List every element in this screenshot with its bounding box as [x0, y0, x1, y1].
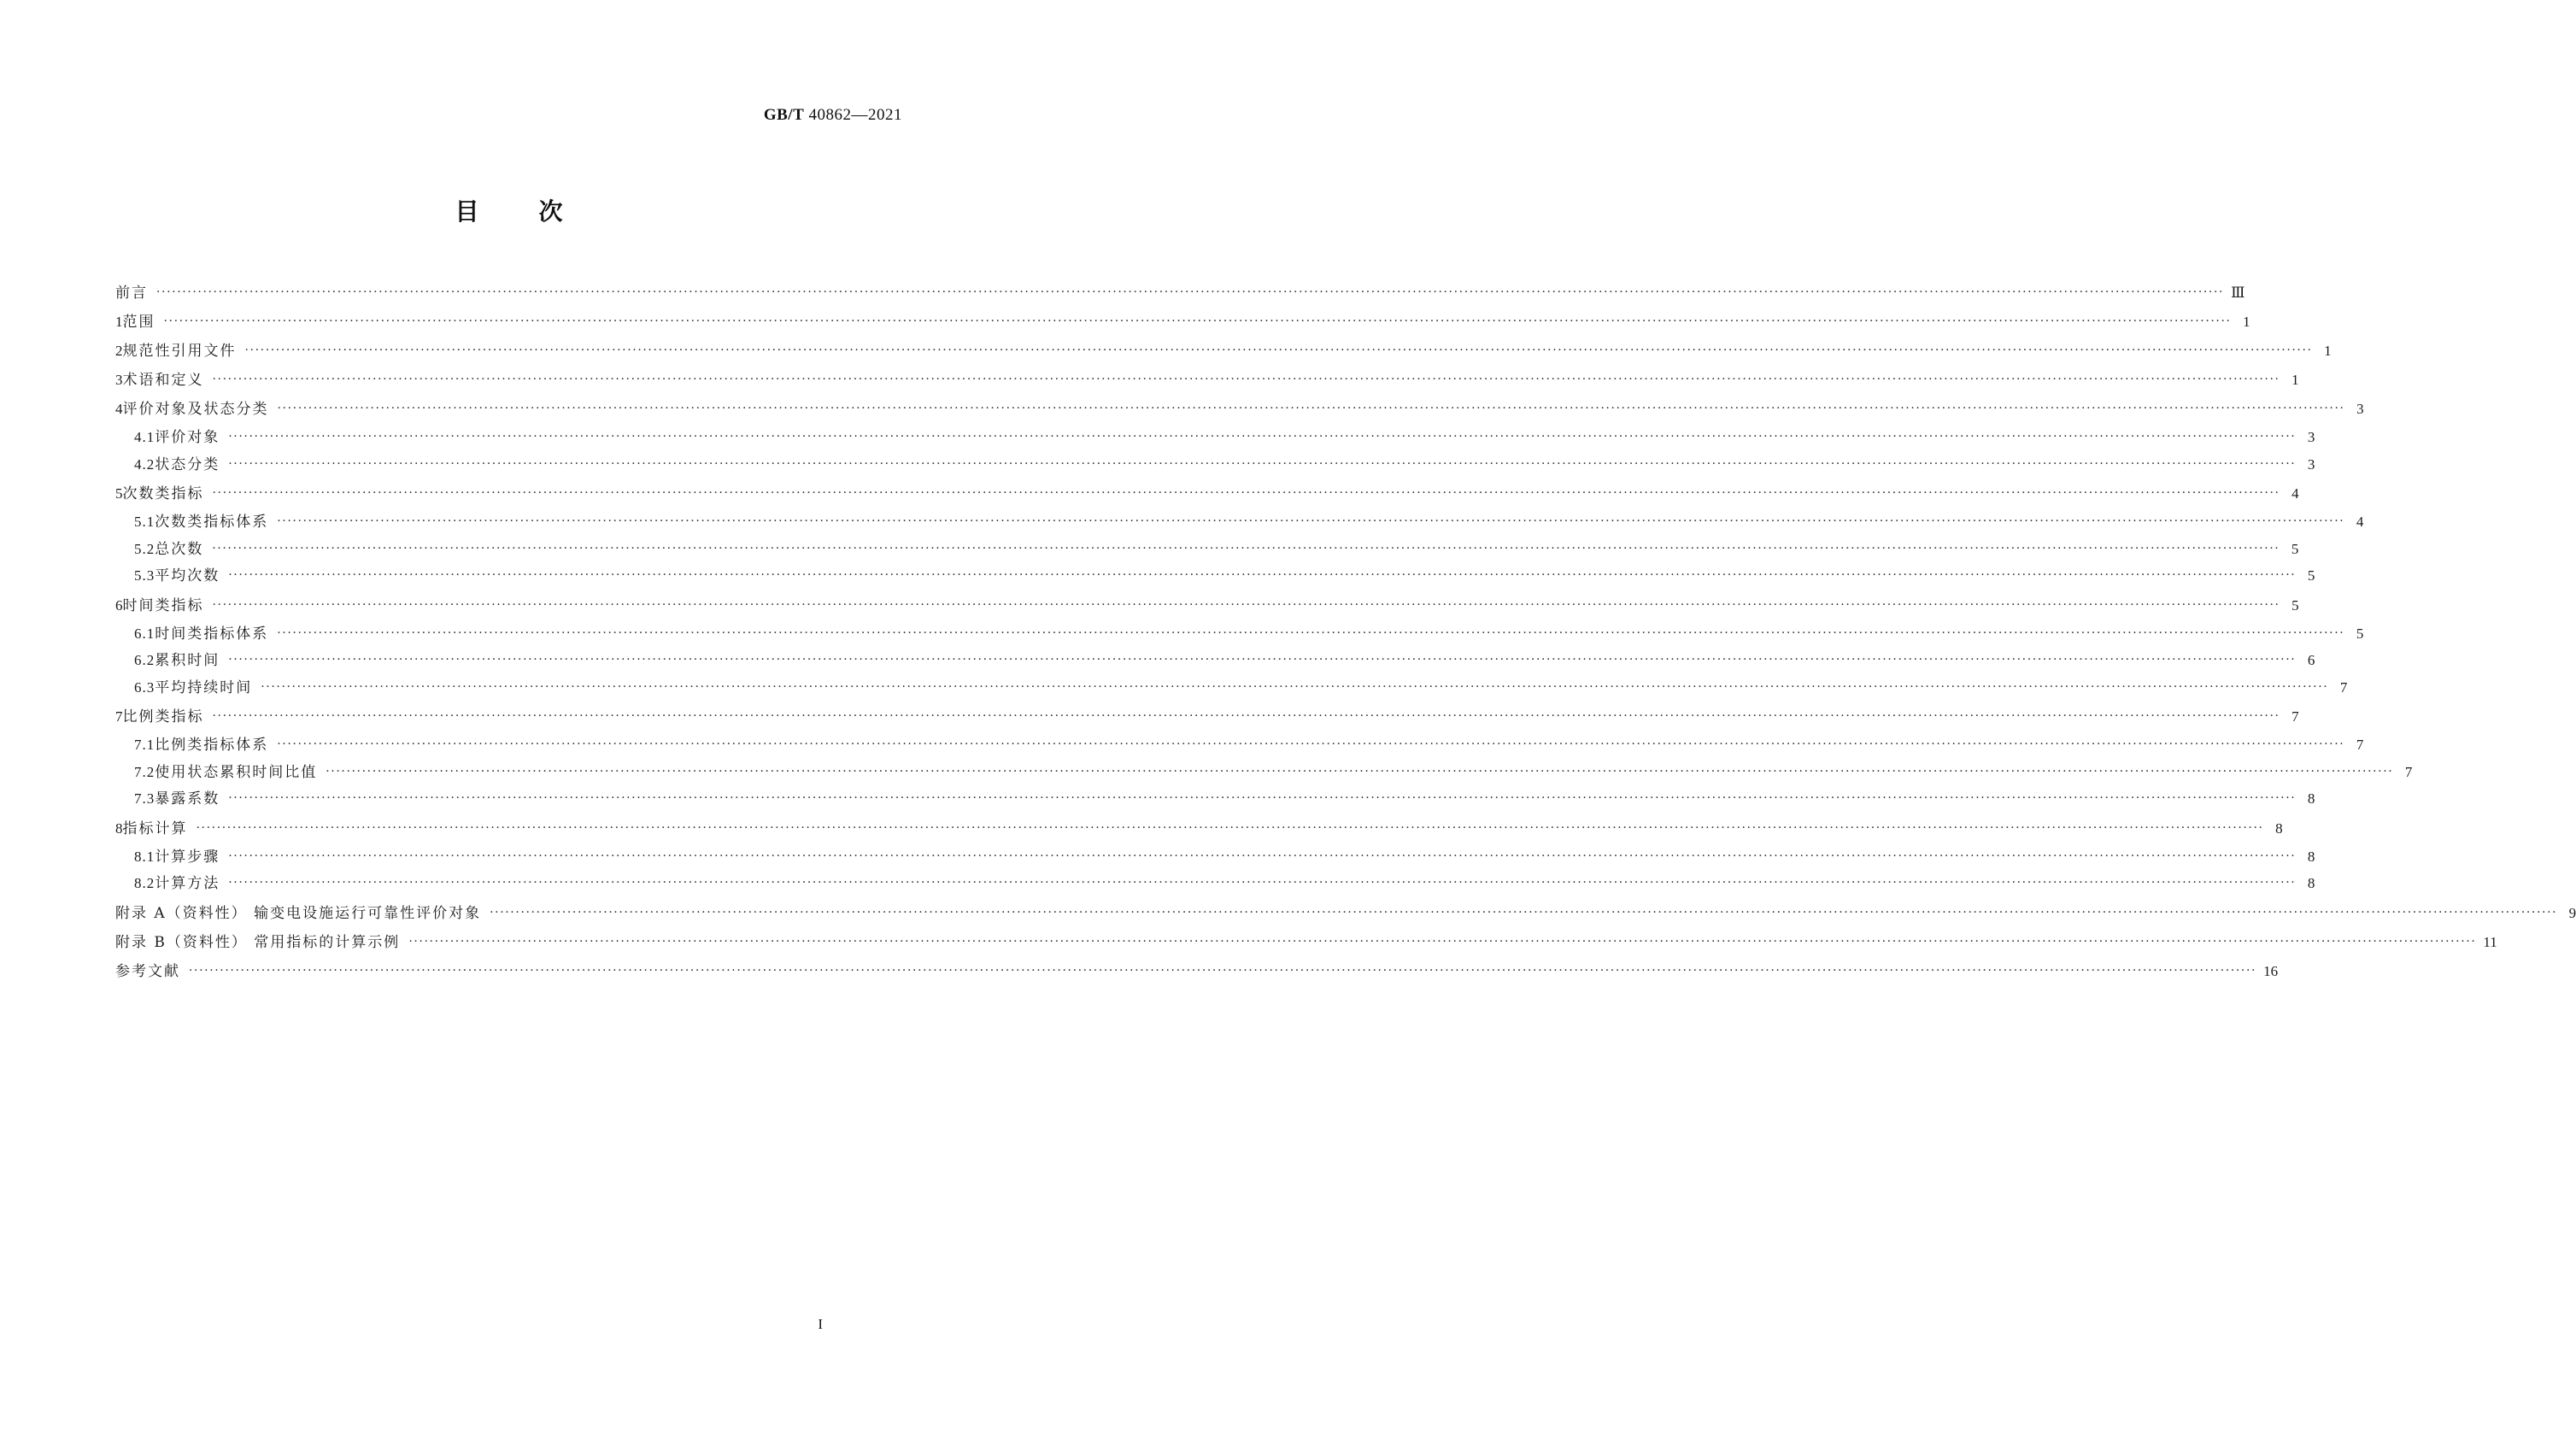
toc-entry[interactable] — [115, 674, 2348, 702]
toc-leader-dots: ················································································································································································································································································································································································································ — [408, 934, 2477, 949]
toc-entry-number: 8.2 — [134, 875, 155, 891]
toc-entry-page: 8 — [2275, 819, 2283, 837]
toc-entry-page: 6 — [2307, 652, 2315, 668]
toc-leader-dots: ················································································································································································································································································································································································································ — [228, 876, 2297, 890]
page-number: I — [818, 1316, 823, 1332]
toc-leader-dots: ················································································································································································································································································································································································································ — [228, 849, 2297, 863]
toc-entry-title: 附录 A（资料性） 输变电设施运行可靠性评价对象 — [115, 904, 482, 922]
toc-entry-title: 比例类指标 — [122, 708, 204, 725]
toc-entry[interactable] — [115, 536, 2299, 563]
toc-entry-title: 次数类指标 — [122, 485, 204, 502]
toc-leader-dots: ················································································································································································································································································································································································································ — [244, 344, 2313, 357]
toc-leader-dots: ················································································································································································································································································································································································································ — [277, 626, 2345, 640]
toc-entry-title: 计算方法 — [155, 875, 220, 892]
toc-entry[interactable] — [115, 562, 2315, 590]
toc-entry-number: 8 — [115, 819, 123, 837]
toc-entry-page: 3 — [2356, 401, 2364, 417]
toc-leader-dots: ················································································································································································································································································································································································································ — [212, 709, 2280, 723]
document-code-prefix: GB/T — [763, 106, 805, 124]
toc-entry-page: 8 — [2307, 848, 2315, 865]
toc-entry-title: 使用状态累积时间比值 — [155, 763, 318, 781]
toc-leader-dots: ················································································································································································································································································································································································································ — [228, 456, 2297, 471]
toc-entry-page: 16 — [2263, 962, 2279, 979]
toc-entry[interactable] — [115, 785, 2315, 813]
document-code-number: 40862—2021 — [808, 106, 902, 124]
toc-entry-page: 5 — [2307, 567, 2315, 584]
toc-leader-dots: ················································································································································································································································································································································································································ — [212, 486, 2280, 500]
toc-entry[interactable] — [115, 957, 2279, 986]
toc-entry-page: 3 — [2307, 429, 2315, 445]
toc-entry-page: 7 — [2291, 708, 2299, 725]
toc-entry-number: 8.1 — [134, 848, 155, 865]
toc-entry[interactable] — [115, 899, 2576, 928]
toc-entry[interactable] — [115, 395, 2364, 424]
document-code — [764, 106, 902, 125]
toc-entry-title: 计算步骤 — [155, 848, 220, 866]
toc-entry[interactable] — [115, 366, 2299, 395]
toc-entry[interactable] — [115, 424, 2315, 451]
toc-entry[interactable] — [115, 731, 2364, 759]
toc-entry[interactable] — [115, 647, 2315, 674]
toc-entry-number: 5.2 — [134, 540, 155, 557]
toc-entry-title: 累积时间 — [155, 652, 220, 669]
toc-entry-title: 比例类指标体系 — [155, 737, 269, 754]
toc-entry[interactable] — [115, 337, 2332, 366]
toc-entry-title: 平均持续时间 — [155, 678, 253, 696]
toc-entry-title: 范围 — [122, 314, 155, 331]
toc-entry-page: Ⅲ — [2231, 285, 2245, 301]
toc-entry-title: 评价对象 — [155, 429, 220, 446]
toc-entry-page: 3 — [2307, 455, 2315, 473]
toc-leader-dots: ················································································································································································································································································································································································································ — [228, 430, 2297, 443]
toc-entry-number: 7.2 — [134, 763, 155, 780]
toc-leader-dots: ················································································································································································································································································································································································································ — [212, 373, 2280, 386]
toc-entry-title: 前言 — [115, 285, 148, 302]
toc-entry-page: 8 — [2307, 875, 2315, 891]
toc-entry-title: 时间类指标体系 — [155, 625, 269, 643]
toc-entry[interactable] — [115, 279, 2245, 308]
toc-entry[interactable] — [115, 451, 2315, 479]
toc-entry-title: 状态分类 — [155, 455, 220, 473]
toc-leader-dots: ················································································································································································································································································································································································································ — [261, 679, 2329, 694]
toc-entry-page: 5 — [2291, 596, 2299, 614]
toc-entry-number: 7 — [115, 708, 123, 725]
toc-leader-dots: ················································································································································································································································································································································································································ — [490, 905, 2558, 919]
toc-entry-page: 9 — [2568, 904, 2576, 921]
toc-entry-title: 规范性引用文件 — [122, 343, 237, 360]
toc-entry-page: 7 — [2404, 763, 2413, 780]
toc-entry[interactable] — [115, 508, 2364, 536]
toc-entry-page: 4 — [2356, 514, 2364, 530]
toc-entry-title: 术语和定义 — [122, 372, 204, 389]
toc-entry-number: 6 — [115, 596, 123, 614]
toc-leader-dots: ················································································································································································································································································································································································································ — [212, 597, 2280, 612]
toc-entry[interactable] — [115, 479, 2299, 508]
toc-entry-title: 平均次数 — [155, 567, 220, 584]
toc-leader-dots: ················································································································································································································································································································································································································ — [189, 963, 2257, 978]
toc-entry[interactable] — [115, 870, 2315, 897]
toc-entry-number: 5 — [115, 485, 123, 502]
toc-entry-number: 6.3 — [134, 678, 155, 696]
toc-entry-page: 7 — [2339, 678, 2348, 696]
toc-entry[interactable] — [115, 591, 2299, 620]
toc-entry-title: 次数类指标体系 — [155, 514, 269, 531]
toc-entry-page: 1 — [2243, 314, 2250, 330]
toc-entry-number: 7.1 — [134, 737, 155, 753]
toc-leader-dots: ················································································································································································································································································································································································································ — [277, 514, 2345, 528]
toc-entry-page: 8 — [2307, 790, 2315, 807]
toc-entry[interactable] — [115, 620, 2364, 648]
toc-entry-number: 5.3 — [134, 567, 155, 584]
toc-leader-dots: ················································································································································································································································································································································································································ — [156, 285, 2225, 299]
toc-entry-page: 7 — [2356, 737, 2364, 753]
toc-entry-title: 暴露系数 — [155, 790, 220, 808]
toc-entry[interactable] — [115, 814, 2283, 843]
toc-leader-dots: ················································································································································································································································································································································································································ — [228, 791, 2297, 805]
toc-entry-title: 附录 B（资料性） 常用指标的计算示例 — [115, 933, 401, 951]
toc-entry-title: 指标计算 — [122, 819, 188, 837]
toc-entry[interactable] — [115, 702, 2299, 731]
toc-entry-number: 4 — [115, 401, 123, 417]
toc-entry-page: 5 — [2356, 625, 2364, 642]
toc-leader-dots: ················································································································································································································································································································································································································ — [326, 764, 2394, 778]
toc-entry-number: 4.1 — [134, 429, 155, 445]
toc-entry[interactable] — [115, 308, 2250, 337]
toc-leader-dots: ················································································································································································································································································································································································································ — [277, 737, 2345, 751]
toc-leader-dots: ················································································································································································································································································································································································································ — [228, 653, 2297, 667]
toc-leader-dots: ················································································································································································································································································································································································································ — [277, 402, 2345, 415]
toc-entry-page: 1 — [2324, 343, 2332, 359]
toc-leader-dots: ················································································································································································································································································································································································································ — [196, 820, 2264, 835]
toc-entry[interactable] — [115, 843, 2315, 871]
toc-entry-page: 1 — [2291, 372, 2299, 388]
toc-entry-title: 参考文献 — [115, 962, 180, 980]
toc-entry-number: 4.2 — [134, 455, 155, 473]
toc-entry-number: 3 — [115, 372, 123, 388]
toc-entry-page: 5 — [2291, 540, 2299, 557]
toc-entry-page: 4 — [2291, 485, 2299, 502]
toc-entry-number: 6.1 — [134, 625, 155, 642]
toc-entry-page: 11 — [2483, 933, 2497, 950]
toc-entry-number: 7.3 — [134, 790, 155, 807]
toc-leader-dots: ················································································································································································································································································································································································································ — [228, 568, 2297, 582]
page-title: 目次 — [455, 197, 623, 226]
toc-entry-number: 2 — [115, 343, 123, 359]
toc-entry-title: 总次数 — [155, 540, 204, 558]
toc-entry-title: 时间类指标 — [122, 596, 204, 614]
toc-entry[interactable] — [115, 759, 2413, 786]
toc-leader-dots: ················································································································································································································································································································································································································ — [212, 541, 2280, 555]
toc-leader-dots: ················································································································································································································································································································································································································ — [163, 314, 2232, 328]
toc-entry[interactable] — [115, 928, 2497, 957]
toc-entry-number: 6.2 — [134, 652, 155, 668]
toc-entry-number: 1 — [115, 314, 123, 330]
toc-entry-title: 评价对象及状态分类 — [122, 401, 269, 418]
toc-entry-number: 5.1 — [134, 514, 155, 530]
table-of-contents — [115, 279, 2576, 986]
